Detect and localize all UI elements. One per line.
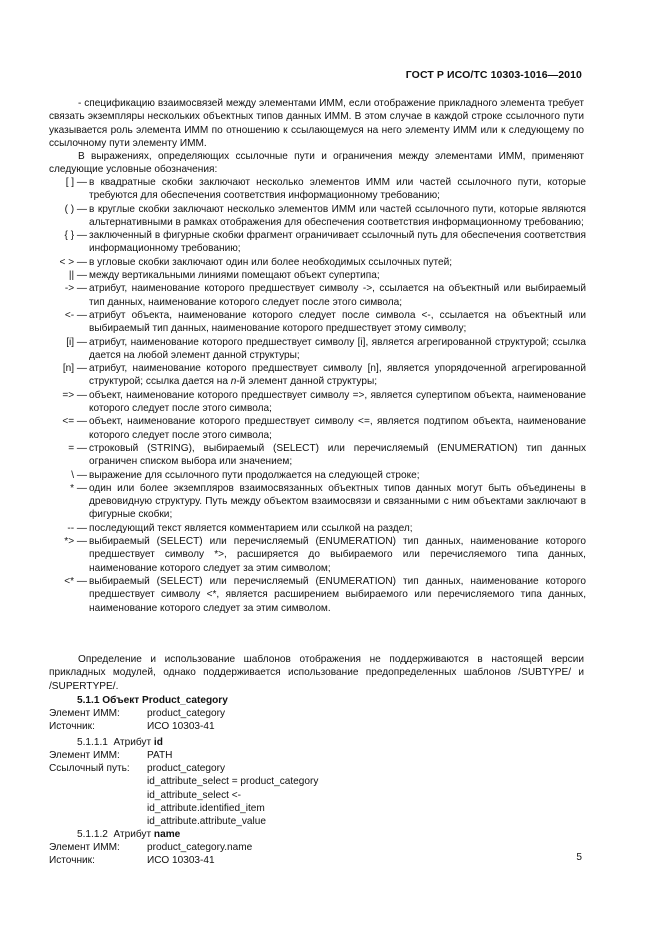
notation-list [49,176,586,615]
templates-note: Определение и использование шаблонов отображения не поддерживаются в настоящей версии прикладных модулей, однако поддерживается использование предопределенных шаблонов /SUBTYPE/ и /SUPERTYPE/. [49,654,584,692]
notation-item: = — строковый (STRING), выбираемый (SELECT) или перечисляемый (ENUMERATION) тип данных ограничен списком выбора или значением; [68,442,586,468]
page-number: 5 [576,852,582,863]
attribute-name-fields: Элемент ИММ: product_category.name Источник: ИСО 10303-41 [49,842,253,867]
section-heading: 5.1.1 Объект Product_category [77,695,228,706]
notation-item: <= — объект, наименование которого предшествует символу <=, является подтипом объекта, наименование которого следует после этого символа; [62,416,586,441]
notation-item: < > — в угловые скобки заключают один или более необходимых ссылочных путей; [59,256,453,268]
notation-item: -> — атрибут, наименование которого предшествует символу ->, ссылается на объектный или выбираемый тип данных, наименование которого следует после этого символа; [64,283,586,308]
intro-paragraph-2: В выражениях, определяющих ссылочные пути и ограничения между элементами ИММ, применяют следующие условные обозначения: [49,151,584,176]
notation-item: <* — выбираемый (SELECT) или перечисляемый (ENUMERATION) тип данных, наименование которого предшествует символу <*, является расширением выбираемого или перечисляемого типа данных, наименование которого следует за этим символом. [64,575,586,614]
standard-header: ГОСТ Р ИСО/ТС 10303-1016—2010 [405,69,582,81]
notation-item: [ ] — в квадратные скобки заключают несколько элементов ИММ или частей ссылочного пути, которые требуются для обеспечения соответствия информационному требованию; [65,177,586,202]
attribute-id-fields: Элемент ИММ: PATH Ссылочный путь: product_category id_attribute_select = product_category id_attribute_select <- id_attribute.identified_item id_attribute.attribute_value [49,750,319,828]
notation-item: ( ) — в круглые скобки заключают несколько элементов ИММ или частей ссылочного пути, которые являются альтернативными в рамках отображения для обеспечения соответствия информационному требованию; [64,203,586,228]
attribute-id-heading: 5.1.1.1 Атрибут id [77,737,163,748]
notation-item: * — один или более экземпляров взаимосвязанных объектных типов данных могут быть объединены в древовидную структуру. Путь между объектом взаимосвязи и связанными с ним объектами заключают в фигурные скобки; [70,482,586,521]
intro-paragraph-1: - спецификацию взаимосвязей между элементами ИММ, если отображение прикладного элемента требует связать экземпляры нескольких объектных типов данных ИММ. В этом случае в каждой строке ссылочного пути указывается роль элемента ИММ по отношению к ссылающемуся на него элементу ИММ или к следующему по ссылочному пути элементу ИММ. [49,98,584,149]
notation-item: || — между вертикальными линиями помещают объект супертипа; [68,270,380,282]
notation-item: *> — выбираемый (SELECT) или перечисляемый (ENUMERATION) тип данных, наименование которого предшествует символу *>, расширяется до выбираемого или перечисляемого типа данных, наименование которого следует за этим символом; [64,536,586,574]
notation-item: -- — последующий текст является комментарием или ссылкой на раздел; [67,522,413,534]
attribute-name-heading: 5.1.1.2 Атрибут name [77,829,181,840]
notation-item: \ — выражение для ссылочного пути продолжается на следующей строке; [71,469,420,481]
notation-item: [n] — атрибут, наименование которого предшествует символу [n], является упорядоченной агрегированной структурой; ссылка дается на n-й элемент данной структуры; [62,363,586,388]
notation-item: => — объект, наименование которого предшествует символу =>, является супертипом объекта, наименование которого следует после этого символа; [62,389,586,415]
notation-item: <- — атрибут объекта, наименование которого следует после символа <-, ссылается на объектный или выбираемый тип данных, наименование которого предшествует этому символу; [64,309,586,335]
notation-item: [i] — атрибут, наименование которого предшествует символу [i], является агрегированной структурой; ссылка дается на любой элемент данной структуры; [66,336,586,361]
notation-item: { } — заключенный в фигурные скобки фрагмент ограничивает ссылочный путь для обеспечения соответствия информационному требованию; [64,230,586,255]
section-fields: Элемент ИММ: product_category Источник: ИСО 10303-41 [49,708,225,733]
